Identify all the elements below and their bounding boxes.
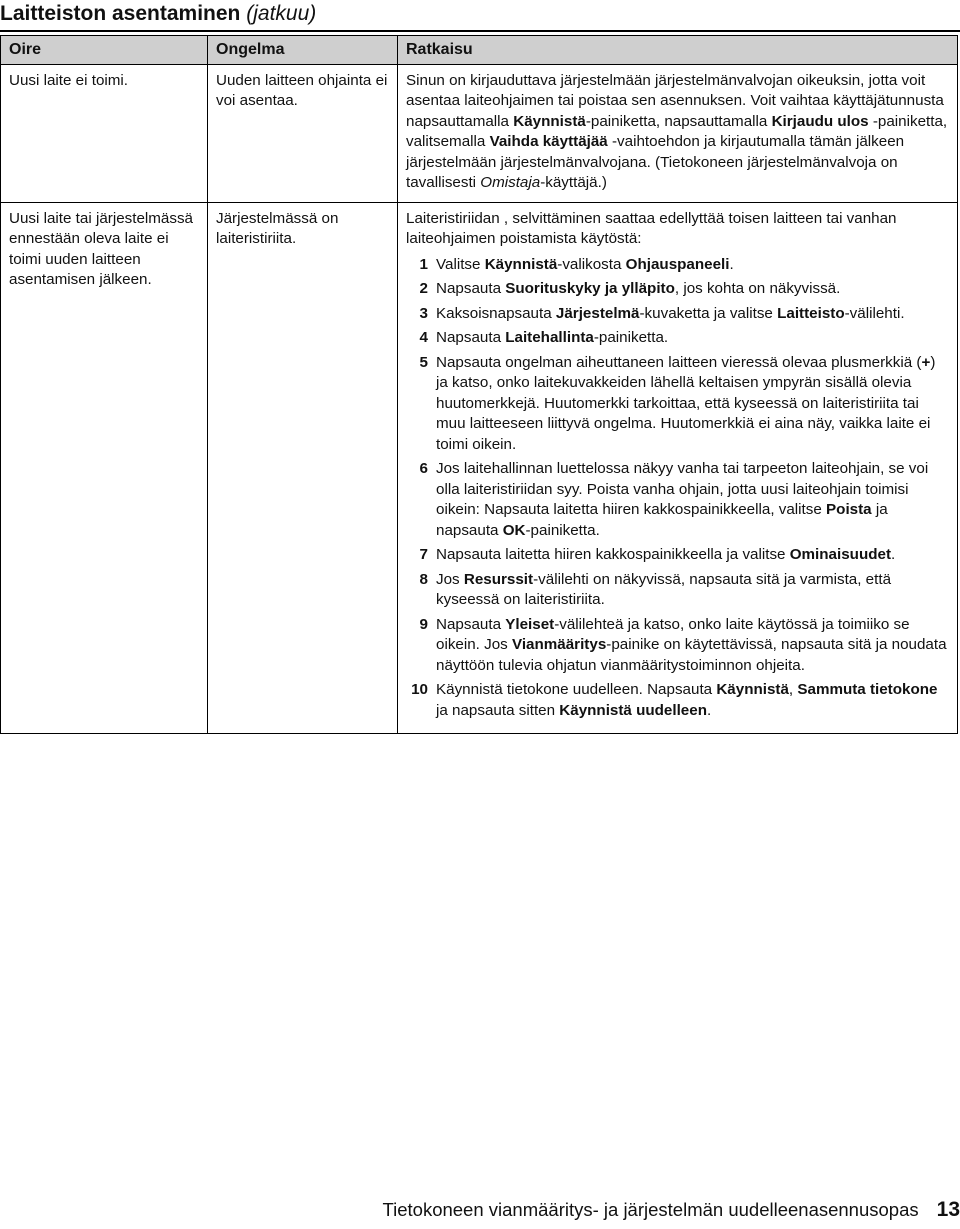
bold-term: Käynnistä uudelleen <box>559 701 707 719</box>
solution-intro: Laiteristiriidan , selvittäminen saattaa edellyttää toisen laitteen tai vanhan laiteohjaimen poistamista käytöstä: <box>406 209 897 247</box>
bold-term: Poista <box>826 501 872 518</box>
text-run: , <box>788 681 798 698</box>
step-text <box>436 304 949 325</box>
list-item <box>406 545 949 566</box>
text-run: Kaksoisnapsauta <box>436 304 556 322</box>
bold-term: Laitteisto <box>777 304 845 322</box>
text-run: -välilehti. <box>844 304 905 322</box>
text-run: . <box>706 701 712 719</box>
title-rule <box>0 30 960 32</box>
step-number: 2 <box>419 280 428 297</box>
text-run: -painiketta, napsauttamalla <box>585 112 772 130</box>
page-number: 13 <box>936 1198 960 1221</box>
bold-term: Suorituskyky ja ylläpito <box>505 280 675 297</box>
text-run: -painike on käytettävissä, napsauta sitä ja noudata näyttöön tulevia ohjatun vianmääritystoiminnon ohjeita. <box>436 636 947 674</box>
page-title-main: Laitteiston asentaminen <box>0 2 241 25</box>
bold-term: Käynnistä <box>716 681 789 698</box>
step-text <box>436 545 949 566</box>
step-text <box>436 279 949 300</box>
step-number: 5 <box>419 353 428 371</box>
text-run: Jos laitehallinnan luettelossa näkyy vanha tai tarpeeton laiteohjain, se voi olla laiteristiriidan syy. Poista vanha ohjain, jotta uusi laiteohjain toimisi oikein: Napsauta laitetta hiiren kakkospainikkeella, valitse <box>436 460 929 518</box>
text-run: -painiketta. <box>525 521 600 539</box>
text-run: ja napsauta <box>436 501 888 539</box>
step-text <box>436 680 949 721</box>
step-number: 4 <box>419 329 428 346</box>
bold-term: Vaihda käyttäjää <box>489 133 608 150</box>
text-run: Sinun on kirjauduttava järjestelmään järjestelmänvalvojan oikeuksin, jotta voit asentaa laiteohjaimen tai poistaa sen asennuksen. Voit vaihtaa käyttäjätunnusta napsauttamalla <box>406 71 944 130</box>
symptom-cell: Uusi laite tai järjestelmässä ennestään oleva laite ei toimi uuden laitteen asentamisen jälkeen. <box>1 202 208 734</box>
text-run: -välilehteä ja katso, onko laite käytössä ja toimiiko se oikein. Jos <box>436 615 910 653</box>
text-run: -kuvaketta ja valitse <box>639 304 778 322</box>
page-footer <box>383 1198 960 1222</box>
column-header-solution: Ratkaisu <box>398 36 958 65</box>
list-item <box>406 304 949 325</box>
list-item <box>406 680 949 721</box>
text-run: . <box>891 546 896 563</box>
bold-term: Sammuta tietokone <box>797 681 938 698</box>
step-number: 6 <box>419 460 428 477</box>
page-title-continued: (jatkuu) <box>246 2 317 25</box>
bold-term: Käynnistä <box>484 255 558 273</box>
step-text <box>436 353 949 456</box>
text-run: Napsauta ongelman aiheuttaneen laitteen vieressä olevaa plusmerkkiä ( <box>436 353 922 371</box>
text-run: ) ja katso, onko laitekuvakkeiden lähellä keltaisen ympyrän sisällä olevia huutomerkkejä. Huutomerkki tarkoittaa, että kyseessä on laiteristiriita tai muu laitteeseen liittyvä ongelma. Huutomerkkiä ei aina näy, vaikka laite ei toimi oikein. <box>436 353 936 453</box>
list-item <box>406 353 949 456</box>
troubleshooting-table <box>0 35 958 734</box>
bold-term: + <box>921 353 931 371</box>
text-run: -käyttäjä.) <box>540 174 607 191</box>
bold-term: Yleiset <box>505 615 555 633</box>
footer-guide-title: Tietokoneen vianmääritys- ja järjestelmän uudelleenasennusopas <box>382 1199 919 1220</box>
problem-cell: Uuden laitteen ohjainta ei voi asentaa. <box>208 64 398 202</box>
problem-cell: Järjestelmässä on laiteristiriita. <box>208 202 398 734</box>
table-row <box>1 64 958 202</box>
column-header-problem: Ongelma <box>208 36 398 65</box>
table-header-row <box>1 36 958 65</box>
step-number: 1 <box>419 255 428 273</box>
text-run: Käynnistä tietokone uudelleen. Napsauta <box>436 681 717 698</box>
bold-term: Ohjauspaneeli <box>625 255 730 273</box>
solution-cell <box>398 202 958 734</box>
bold-term: OK <box>502 521 526 539</box>
text-run: Jos <box>436 570 464 588</box>
list-item <box>406 255 949 276</box>
step-number: 10 <box>411 681 428 698</box>
text-run: -painiketta. <box>593 329 669 346</box>
text-run: -valikosta <box>557 255 626 273</box>
text-run: ja napsauta sitten <box>436 701 560 719</box>
page-title <box>0 2 316 26</box>
step-text <box>436 570 949 611</box>
step-number: 3 <box>419 304 428 322</box>
symptom-cell: Uusi laite ei toimi. <box>1 64 208 202</box>
step-text <box>436 328 949 349</box>
bold-term: Laitehallinta <box>505 329 594 346</box>
step-number: 7 <box>419 546 428 563</box>
text-run: . <box>729 255 734 273</box>
step-number: 9 <box>419 615 428 633</box>
table-row <box>1 202 958 734</box>
column-header-symptom: Oire <box>1 36 208 65</box>
text-run: Napsauta <box>436 280 506 297</box>
text-run: Napsauta laitetta hiiren kakkospainikkeella ja valitse <box>436 546 790 563</box>
list-item <box>406 328 949 349</box>
text-run: Valitse <box>436 255 485 273</box>
text-run: -vaihtoehdon ja kirjautumalla tämän jälkeen järjestelmään järjestelmänvalvojana. (Tietokoneen järjestelmänvalvoja on tavallisesti <box>406 133 905 191</box>
text-run: , jos kohta on näkyvissä. <box>674 280 841 297</box>
italic-term: Omistaja <box>480 174 541 191</box>
bold-term: Vianmääritys <box>511 636 607 653</box>
bold-term: Ominaisuudet <box>789 546 891 563</box>
solution-steps-list <box>406 255 949 722</box>
text-run: -välilehti on näkyvissä, napsauta sitä ja varmista, että kyseessä on laiteristiriita. <box>436 570 892 608</box>
bold-term: Kirjaudu ulos <box>771 112 869 130</box>
bold-term: Resurssit <box>463 570 534 588</box>
step-text <box>436 255 949 276</box>
list-item <box>406 279 949 300</box>
text-run: Napsauta <box>436 615 506 633</box>
step-text <box>436 615 949 677</box>
solution-cell <box>398 64 958 202</box>
list-item <box>406 615 949 677</box>
step-text <box>436 459 949 541</box>
bold-term: Järjestelmä <box>555 304 640 322</box>
text-run: Napsauta <box>436 329 506 346</box>
step-number: 8 <box>419 570 428 588</box>
text-run: -painiketta, valitsemalla <box>406 112 948 150</box>
list-item <box>406 459 949 541</box>
list-item <box>406 570 949 611</box>
bold-term: Käynnistä <box>513 112 586 130</box>
